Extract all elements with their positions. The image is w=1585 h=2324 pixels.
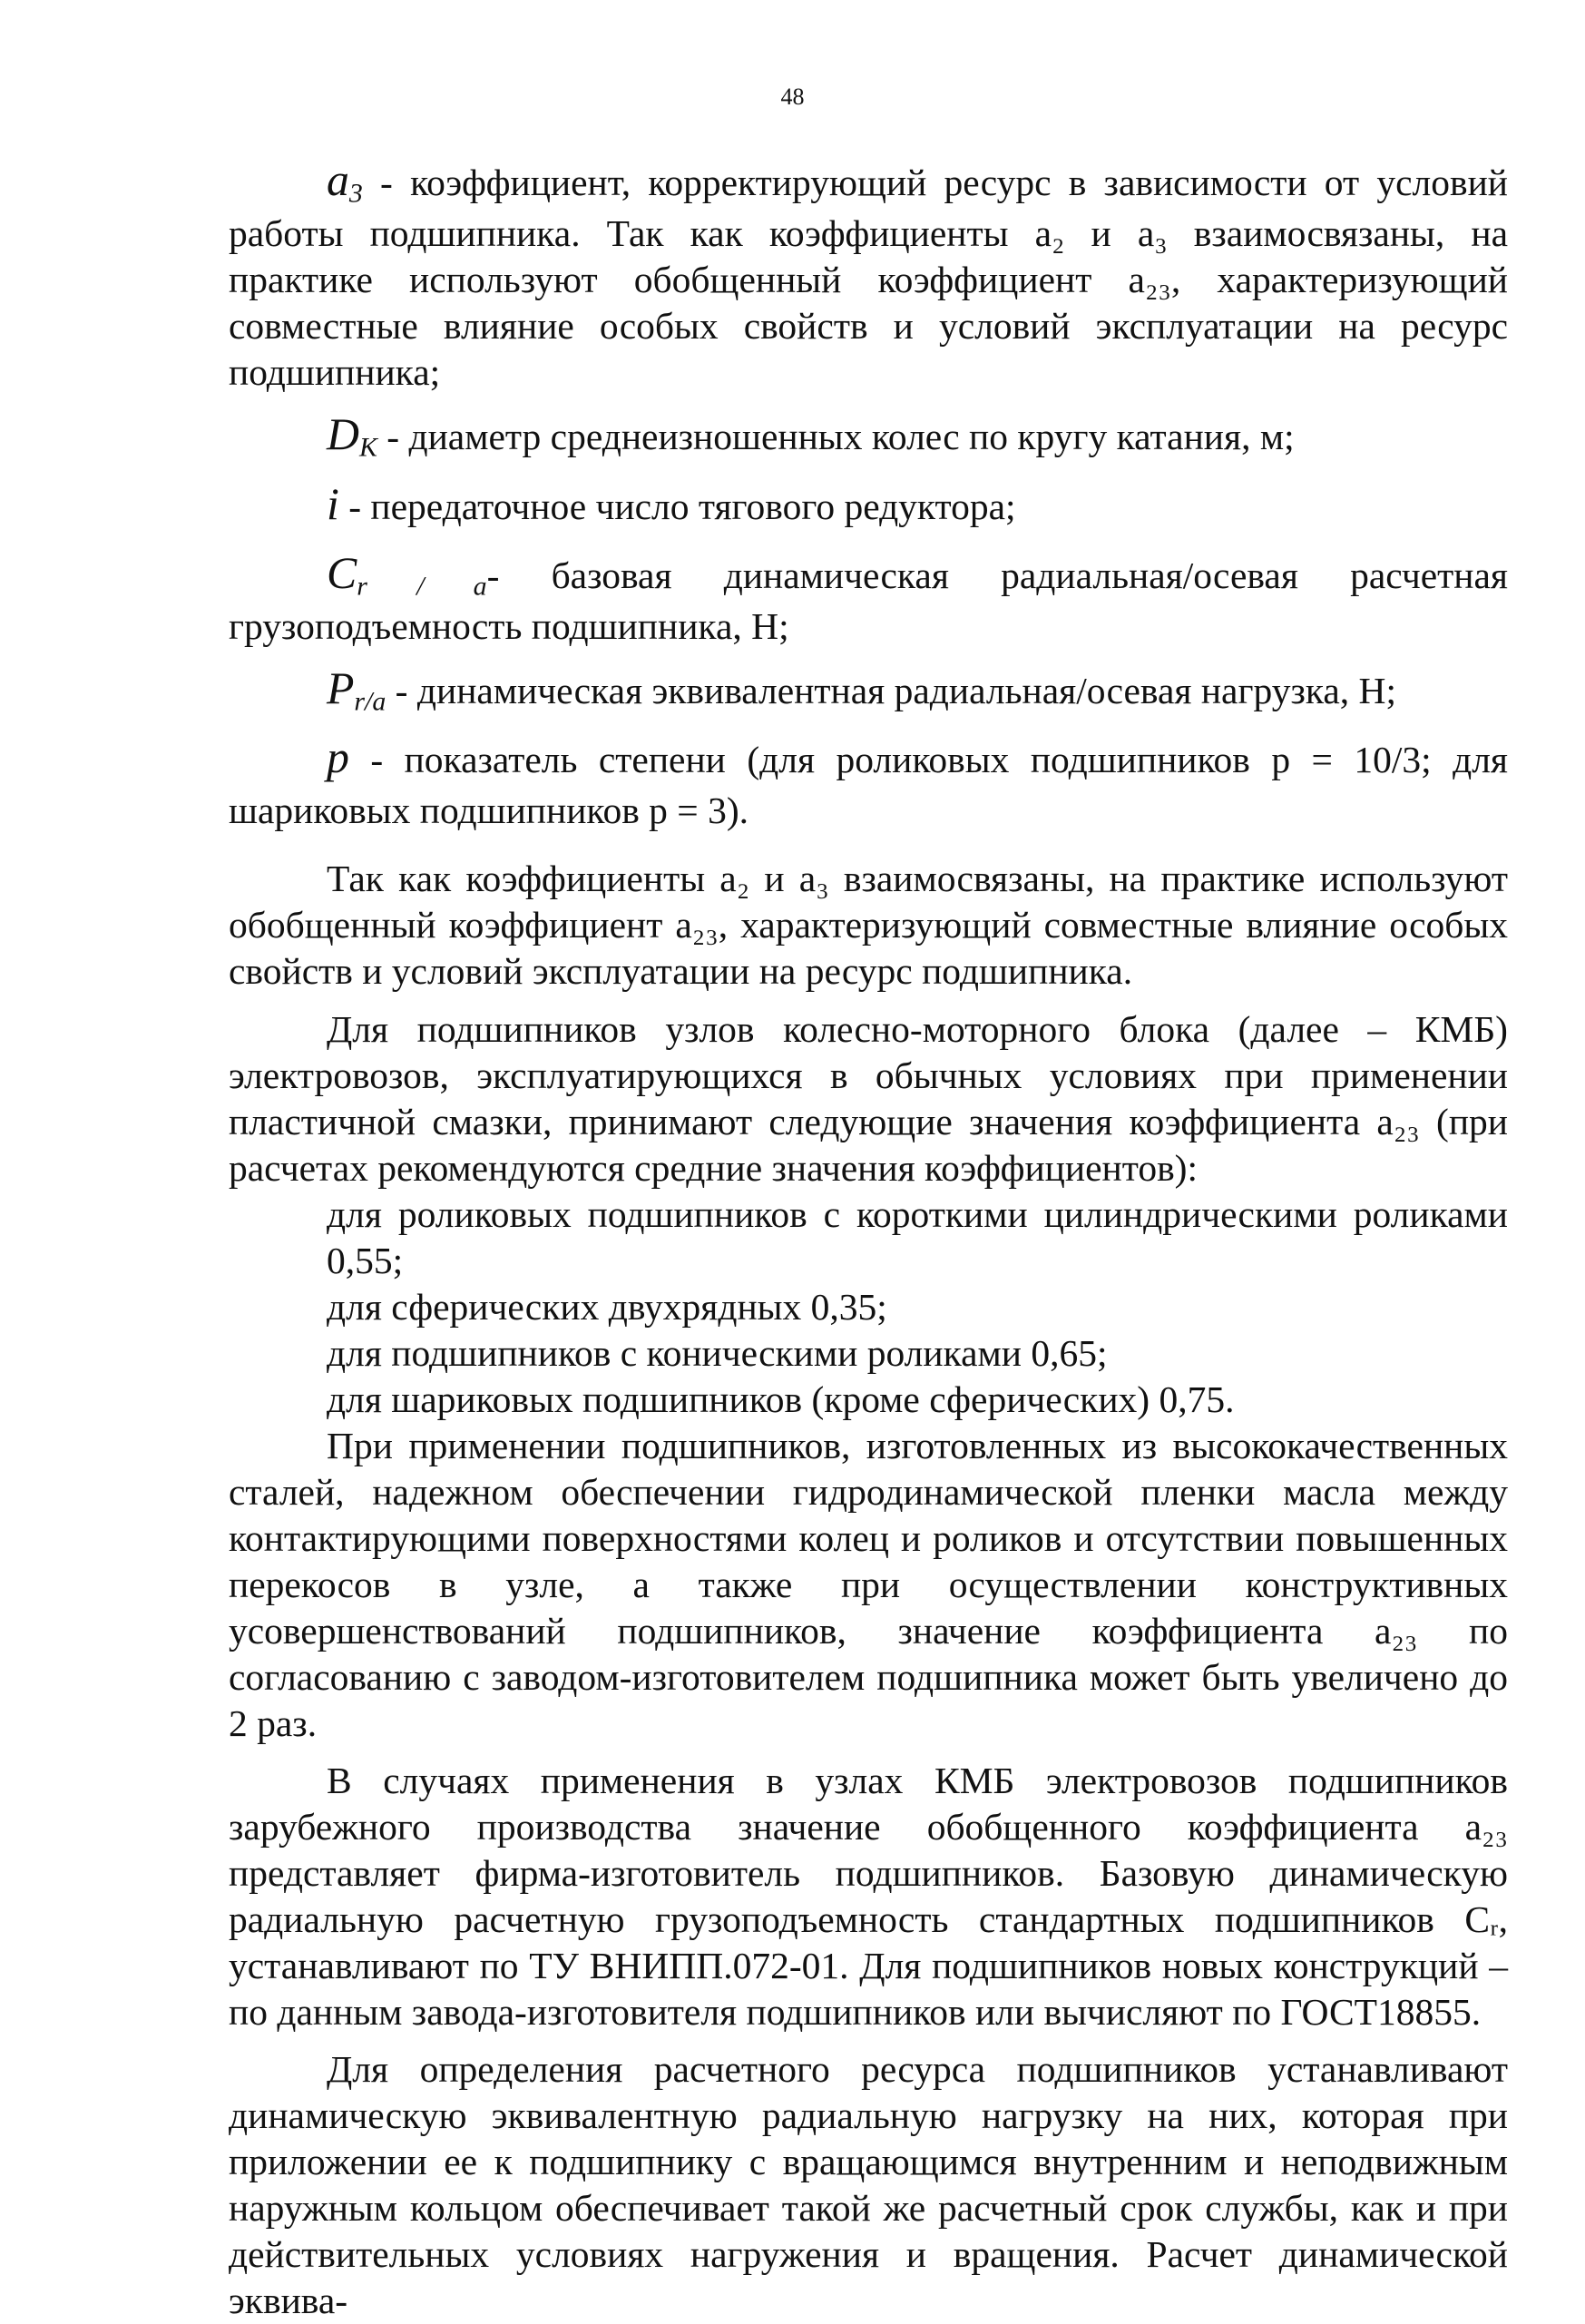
definition-text: - динамическая эквивалентная радиальная/осевая нагрузка, Н;: [386, 669, 1397, 711]
definition-a3: [229, 152, 1508, 396]
definition-i: [229, 476, 1508, 534]
paragraph-foreign: В случаях применения в узлах КМБ электровозов подшипников зарубежного производства значение обобщенного коэффициента a₂₃ представляет фирма-изготовитель подшипников. Базовую динамическую радиальную расчетную грузоподъемность стандартных подшипников Cᵣ, устанавливают по ТУ ВНИПП.072-01. Для подшипников новых конструкций – по данным завода-изготовителя подшипников или вычисляют по ГОСТ18855.: [229, 1760, 1508, 2034]
symbol: D: [327, 409, 359, 460]
symbol: C: [327, 547, 357, 598]
definition-pra: [229, 661, 1508, 719]
definition-text: - передаточное число тягового редуктора;: [338, 485, 1016, 527]
definition-cra: [229, 545, 1508, 650]
list-item: для роликовых подшипников с короткими цилиндрическими роликами 0,55;: [327, 1192, 1508, 1281]
document-body: [229, 152, 1508, 2324]
page-number: 48: [780, 83, 805, 110]
symbol: i: [327, 478, 339, 529]
list-item: для шариковых подшипников (кроме сферических) 0,75.: [327, 1378, 1235, 1420]
subscript: K: [358, 432, 377, 463]
paragraph-coefficients: Так как коэффициенты a₂ и a₃ взаимосвязаны, на практике используют обобщенный коэффициент a₂₃, характеризующий совместные влияние особых свойств и условий эксплуатации на ресурс подшипника.: [229, 858, 1508, 993]
definition-p: [229, 730, 1508, 834]
list-item: для подшипников с коническими роликами 0,65;: [327, 1331, 1108, 1374]
paragraph-kmb-values: Для подшипников узлов колесно-моторного блока (далее – КМБ) электровозов, эксплуатирующихся в обычных условиях при применении пластичной смазки, принимают следующие значения коэффициента a₂₃ (при расчетах рекомендуются средние значения коэффициентов):: [229, 1007, 1508, 1189]
paragraph-equivalent-load: Для определения расчетного ресурса подшипников устанавливают динамическую эквивалентную радиальную нагрузку на них, которая при приложении ее к подшипнику с вращающимся внутренним и неподвижным наружным кольцом обеспечивает такой же расчетный срок службы, как и при действительных условиях нагружения и вращения. Расчет динамической эквива-: [229, 2048, 1508, 2322]
definition-text: - коэффициент, корректирующий ресурс в зависимости от условий работы подшипника. Так как коэффициенты a₂ и a₃ взаимосвязаны, на практике используют обобщенный коэффициент a₂₃, характеризующий совместные влияние особых свойств и условий эксплуатации на ресурс подшипника;: [229, 162, 1508, 394]
symbol: p: [327, 732, 349, 783]
paragraph-high-quality: При применении подшипников, изготовленных из высококачественных сталей, надежном обеспечении гидродинамической пленки масла между контактирующими поверхностями колец и роликов и отсутствии повышенных перекосов в узле, а также при осуществлении конструктивных усовершенствований подшипников, значение коэффициента a₂₃ по согласованию с заводом-изготовителем подшипника может быть увеличено до 2 раз.: [229, 1424, 1508, 1744]
definition-text: - базовая динамическая радиальная/осевая расчетная грузоподъемность подшипника, Н;: [229, 554, 1508, 647]
symbol: P: [327, 662, 355, 713]
subscript: r/a: [354, 686, 386, 717]
symbol: a: [327, 155, 349, 205]
definition-dk: [229, 407, 1508, 465]
definition-text: - диаметр среднеизношенных колес по кругу катания, м;: [377, 416, 1295, 458]
subscript: 3: [348, 178, 363, 209]
subscript: r / a: [357, 571, 487, 602]
definition-text: - показатель степени (для роликовых подшипников p = 10/3; для шариковых подшипников p = 3).: [229, 739, 1508, 832]
list-item: для сферических двухрядных 0,35;: [327, 1285, 887, 1328]
